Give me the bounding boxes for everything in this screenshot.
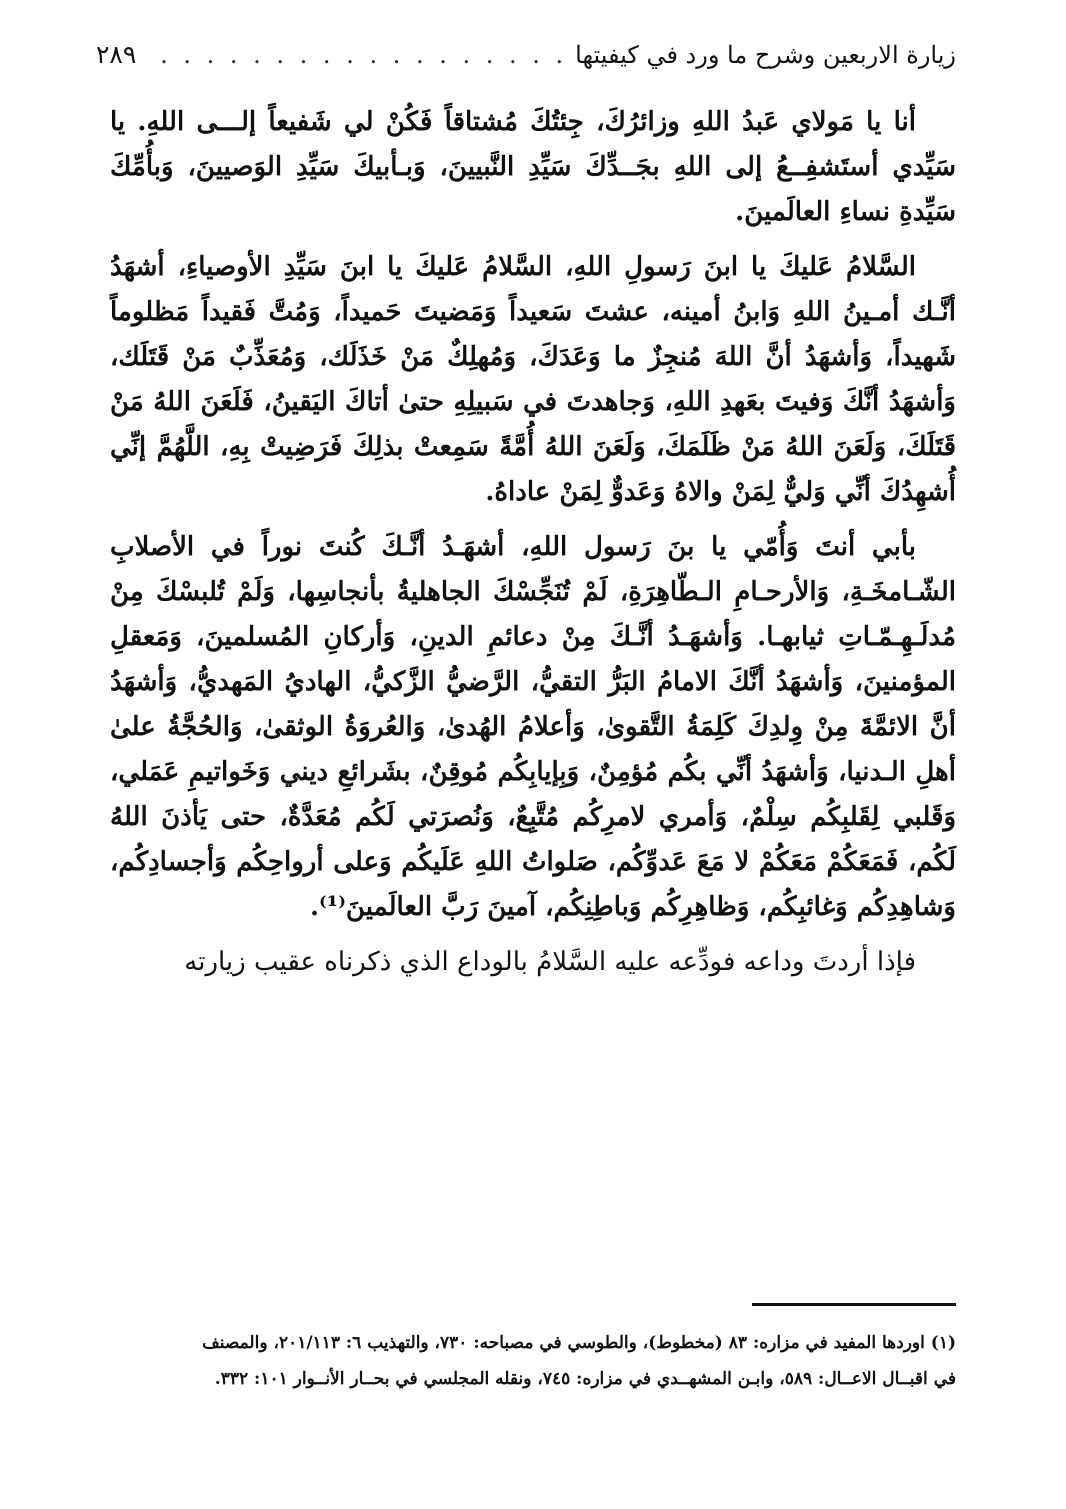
running-header xyxy=(96,40,956,80)
paragraph-3: بأبي أنتَ وَأُمّي يا بنَ رَسول اللهِ، أشهَـدُ أنَّـكَ كُنتَ نوراً في الأصلابِ الشّـامخَـةِ، وَالأرحـامِ الـطّاهِرَةِ، لَمْ تُنَجِّسْكَ الجاهليةُ بأنجاسِها، وَلَمْ تُلبسْكَ مِنْ مُدلَـهِـمّـاتِ ثيابهـا. وَأشهَـدُ أنَّـكَ مِنْ دعائمِ الدينِ، وَأركانِ المُسلمينَ، وَمَعقلِ المؤمنينَ، وَأشهَدُ أنَّكَ الامامُ البَرُّ التقيُّ، الرَّضيُّ الزَّكيُّ، الهاديُ المَهديُّ، وَأشهَدُ أنَّ الائمَّةَ مِنْ وِلدِكَ كَلِمَةُ التَّقوىٰ، وَأعلامُ الهُدىٰ، وَالعُروَةُ الوثقىٰ، وَالحُجَّةُ علىٰ أهلِ الـدنيا، وَأشهَدُ أنِّي بكُم مُؤمِنٌ، وَبِإيابِكُم مُوقِنٌ، بشَرائعِ ديني وَخَواتيمِ عَمَلي، وَقَلبي لِقَلبِكُم سِلْمٌ، وَأمري لامرِكُم مُتَّبِعٌ، وَنُصرَتي لَكُم مُعَدَّةٌ، حتى يَأذنَ اللهُ لَكُم، فَمَعَكُمْ مَعَكُمْ لا مَعَ عَدوِّكُم، صَلواتُ اللهِ عَلَيكُم وَعلى أرواحِكُم وَأجسادِكُم، وَشاهِدِكُم وَغائبِكُم، وَظاهِرِكُم وَباطِنِكُم، آمينَ رَبَّ العالَمينَ⁽¹⁾. xyxy=(110,532,956,922)
main-text xyxy=(110,100,956,995)
page-number: ٢٨٩ xyxy=(96,40,137,69)
paragraph-1: أنا يا مَولاي عَبدُ اللهِ وزائرُكَ، جِئتُكَ مُشتاقاً فَكُنْ لي شَفيعاً إلـــى اللهِ. يا سَيِّدي أستَشفِــعُ إلى اللهِ بجَــدِّكَ سَيِّدِ النَّبيينَ، وَبـأبيكَ سَيِّدِ الوَصيينَ، وَبأُمِّكَ سَيِّدةِ نساءِ العالَمينَ. xyxy=(110,107,956,227)
paragraph-4: فإذا أردتَ وداعه فودِّعه عليه السَّلامُ بالوداع الذي ذكرناه عقيب زيارته xyxy=(184,947,916,977)
footnote-line-2: في اقبــال الاعــال: ٥٨٩، وابـن المشهــدي في مزاره: ٧٤٥، ونقله المجلسي في بحــار الأنــوار ١٠١: ٣٣٢. xyxy=(214,1369,956,1389)
dot-leader xyxy=(144,41,567,69)
footnotes xyxy=(110,1325,956,1397)
header-title: زيارة الاربعين وشرح ما ورد في كيفيتها xyxy=(575,41,956,69)
footnote-separator xyxy=(752,1303,956,1306)
paragraph-2: السَّلامُ عَليكَ يا ابنَ رَسولِ اللهِ، السَّلامُ عَليكَ يا ابنَ سَيِّدِ الأوصياءِ، أشهَدُ أنَّـك أمـينُ اللهِ وَابنُ أمينه، عشتَ سَعيداً وَمَضيتَ حَميداً، وَمُتَّ فَقيداً مَظلوماً شَهيداً، وَأشهَدُ أنَّ اللهَ مُنجِزٌ ما وَعَدَكَ، وَمُهلِكٌ مَنْ خَذَلَك، وَمُعَذِّبٌ مَنْ قَتَلَك، وَأشهَدُ أنَّكَ وَفيتَ بعَهدِ اللهِ، وَجاهدتَ في سَبيلِهِ حتىٰ أتاكَ اليَقينُ، فَلَعَنَ اللهُ مَنْ قَتَلَكَ، وَلَعَنَ اللهُ مَنْ ظَلَمَكَ، وَلَعَنَ اللهُ أُمَّةً سَمِعتْ بذلِكَ فَرَضِيتْ بِهِ، اللَّهُمَّ إنِّي أُشهِدُكَ أنِّي وَليٌّ لِمَنْ والاهُ وَعَدوٌّ لِمَنْ عاداهُ. xyxy=(110,252,956,507)
footnote-line-1: (١) اوردها المفيد في مزاره: ٨٣ (مخطوط)، والطوسي في مصباحه: ٧٣٠، والتهذيب ٦: ٢٠١/١١٣، والمصنف xyxy=(202,1333,956,1353)
